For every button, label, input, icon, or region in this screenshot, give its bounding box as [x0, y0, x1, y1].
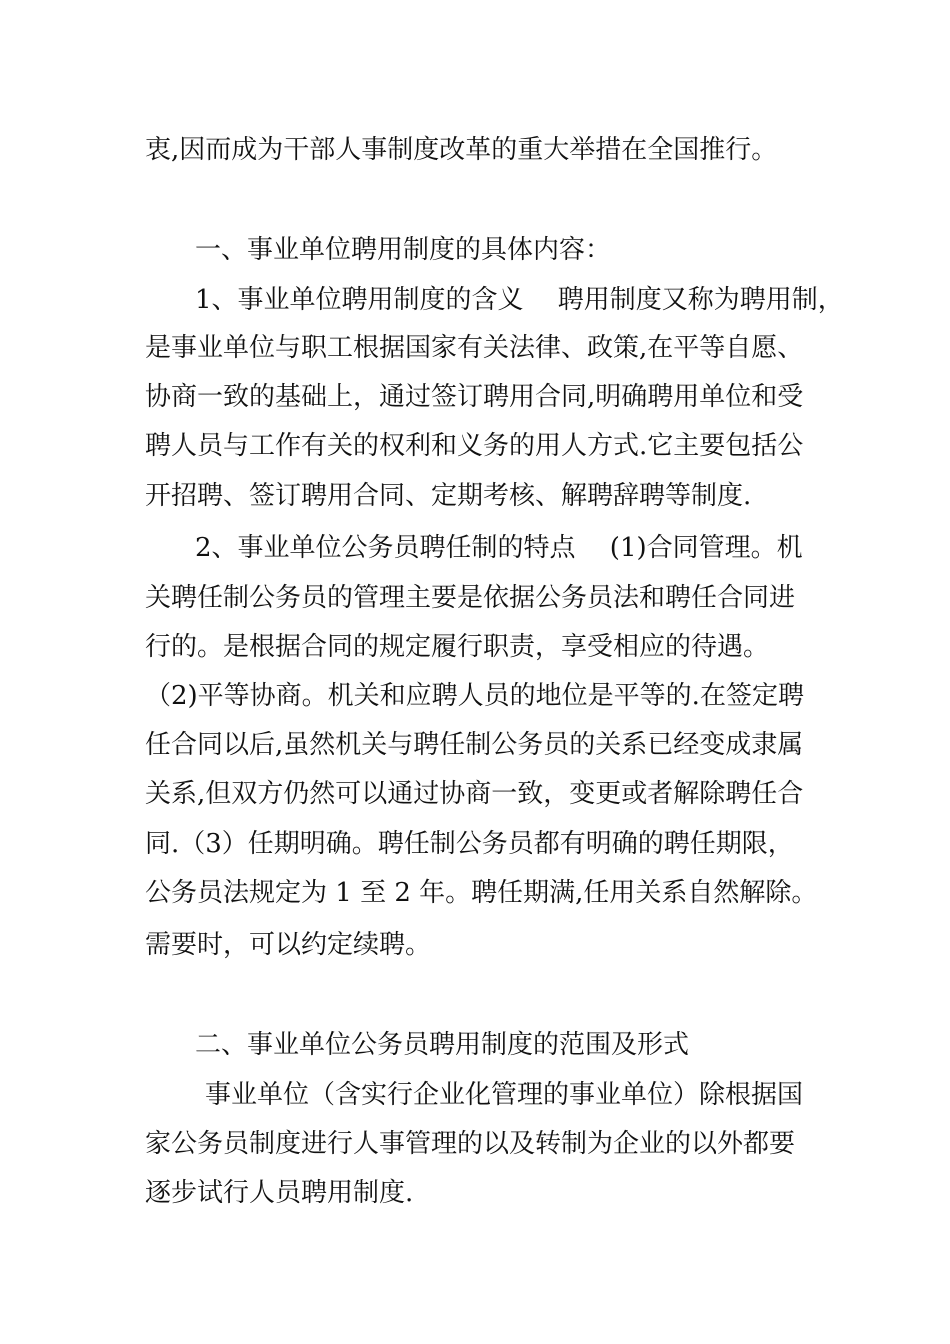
paragraph-line: 关聘任制公务员的管理主要是依据公务员法和聘任合同进 — [145, 583, 796, 613]
paragraph-line: 事业单位（含实行企业化管理的事业单位）除根据国 — [205, 1080, 804, 1110]
paragraph-line: （2)平等协商。机关和应聘人员的地位是平等的.在签定聘 — [145, 681, 804, 711]
paragraph-line: 协商一致的基础上，通过签订聘用合同,明确聘用单位和受 — [145, 382, 804, 412]
paragraph-line: 逐步试行人员聘用制度. — [145, 1178, 414, 1208]
paragraph-line: 2、事业单位公务员聘任制的特点 (1)合同管理。机 — [195, 533, 803, 563]
paragraph-line: 公务员法规定为 1 至 2 年。聘任期满,任用关系自然解除。 — [145, 878, 818, 908]
paragraph-line: 聘人员与工作有关的权利和义务的用人方式.它主要包括公 — [145, 431, 804, 461]
section-heading-2: 二、事业单位公务员聘用制度的范围及形式 — [195, 1030, 690, 1060]
paragraph-line: 同.（3）任期明确。聘任制公务员都有明确的聘任期限， — [145, 829, 794, 859]
paragraph-line: 需要时，可以约定续聘。 — [145, 930, 432, 960]
paragraph-line: 行的。是根据合同的规定履行职责，享受相应的待遇。 — [145, 632, 770, 662]
paragraph-line: 关系,但双方仍然可以通过协商一致，变更或者解除聘任合 — [145, 779, 804, 809]
section-heading-1: 一、事业单位聘用制度的具体内容： — [195, 235, 612, 265]
paragraph-line: 1、事业单位聘用制度的含义 聘用制度又称为聘用制， — [195, 285, 844, 315]
paragraph-line: 家公务员制度进行人事管理的以及转制为企业的以外都要 — [145, 1129, 796, 1159]
paragraph-line: 任合同以后,虽然机关与聘任制公务员的关系已经变成隶属 — [145, 730, 804, 760]
paragraph-line: 是事业单位与职工根据国家有关法律、政策,在平等自愿、 — [145, 333, 804, 363]
paragraph-line: 开招聘、签订聘用合同、定期考核、解聘辞聘等制度. — [145, 481, 752, 511]
paragraph-line: 衷,因而成为干部人事制度改革的重大举措在全国推行。 — [145, 135, 778, 165]
